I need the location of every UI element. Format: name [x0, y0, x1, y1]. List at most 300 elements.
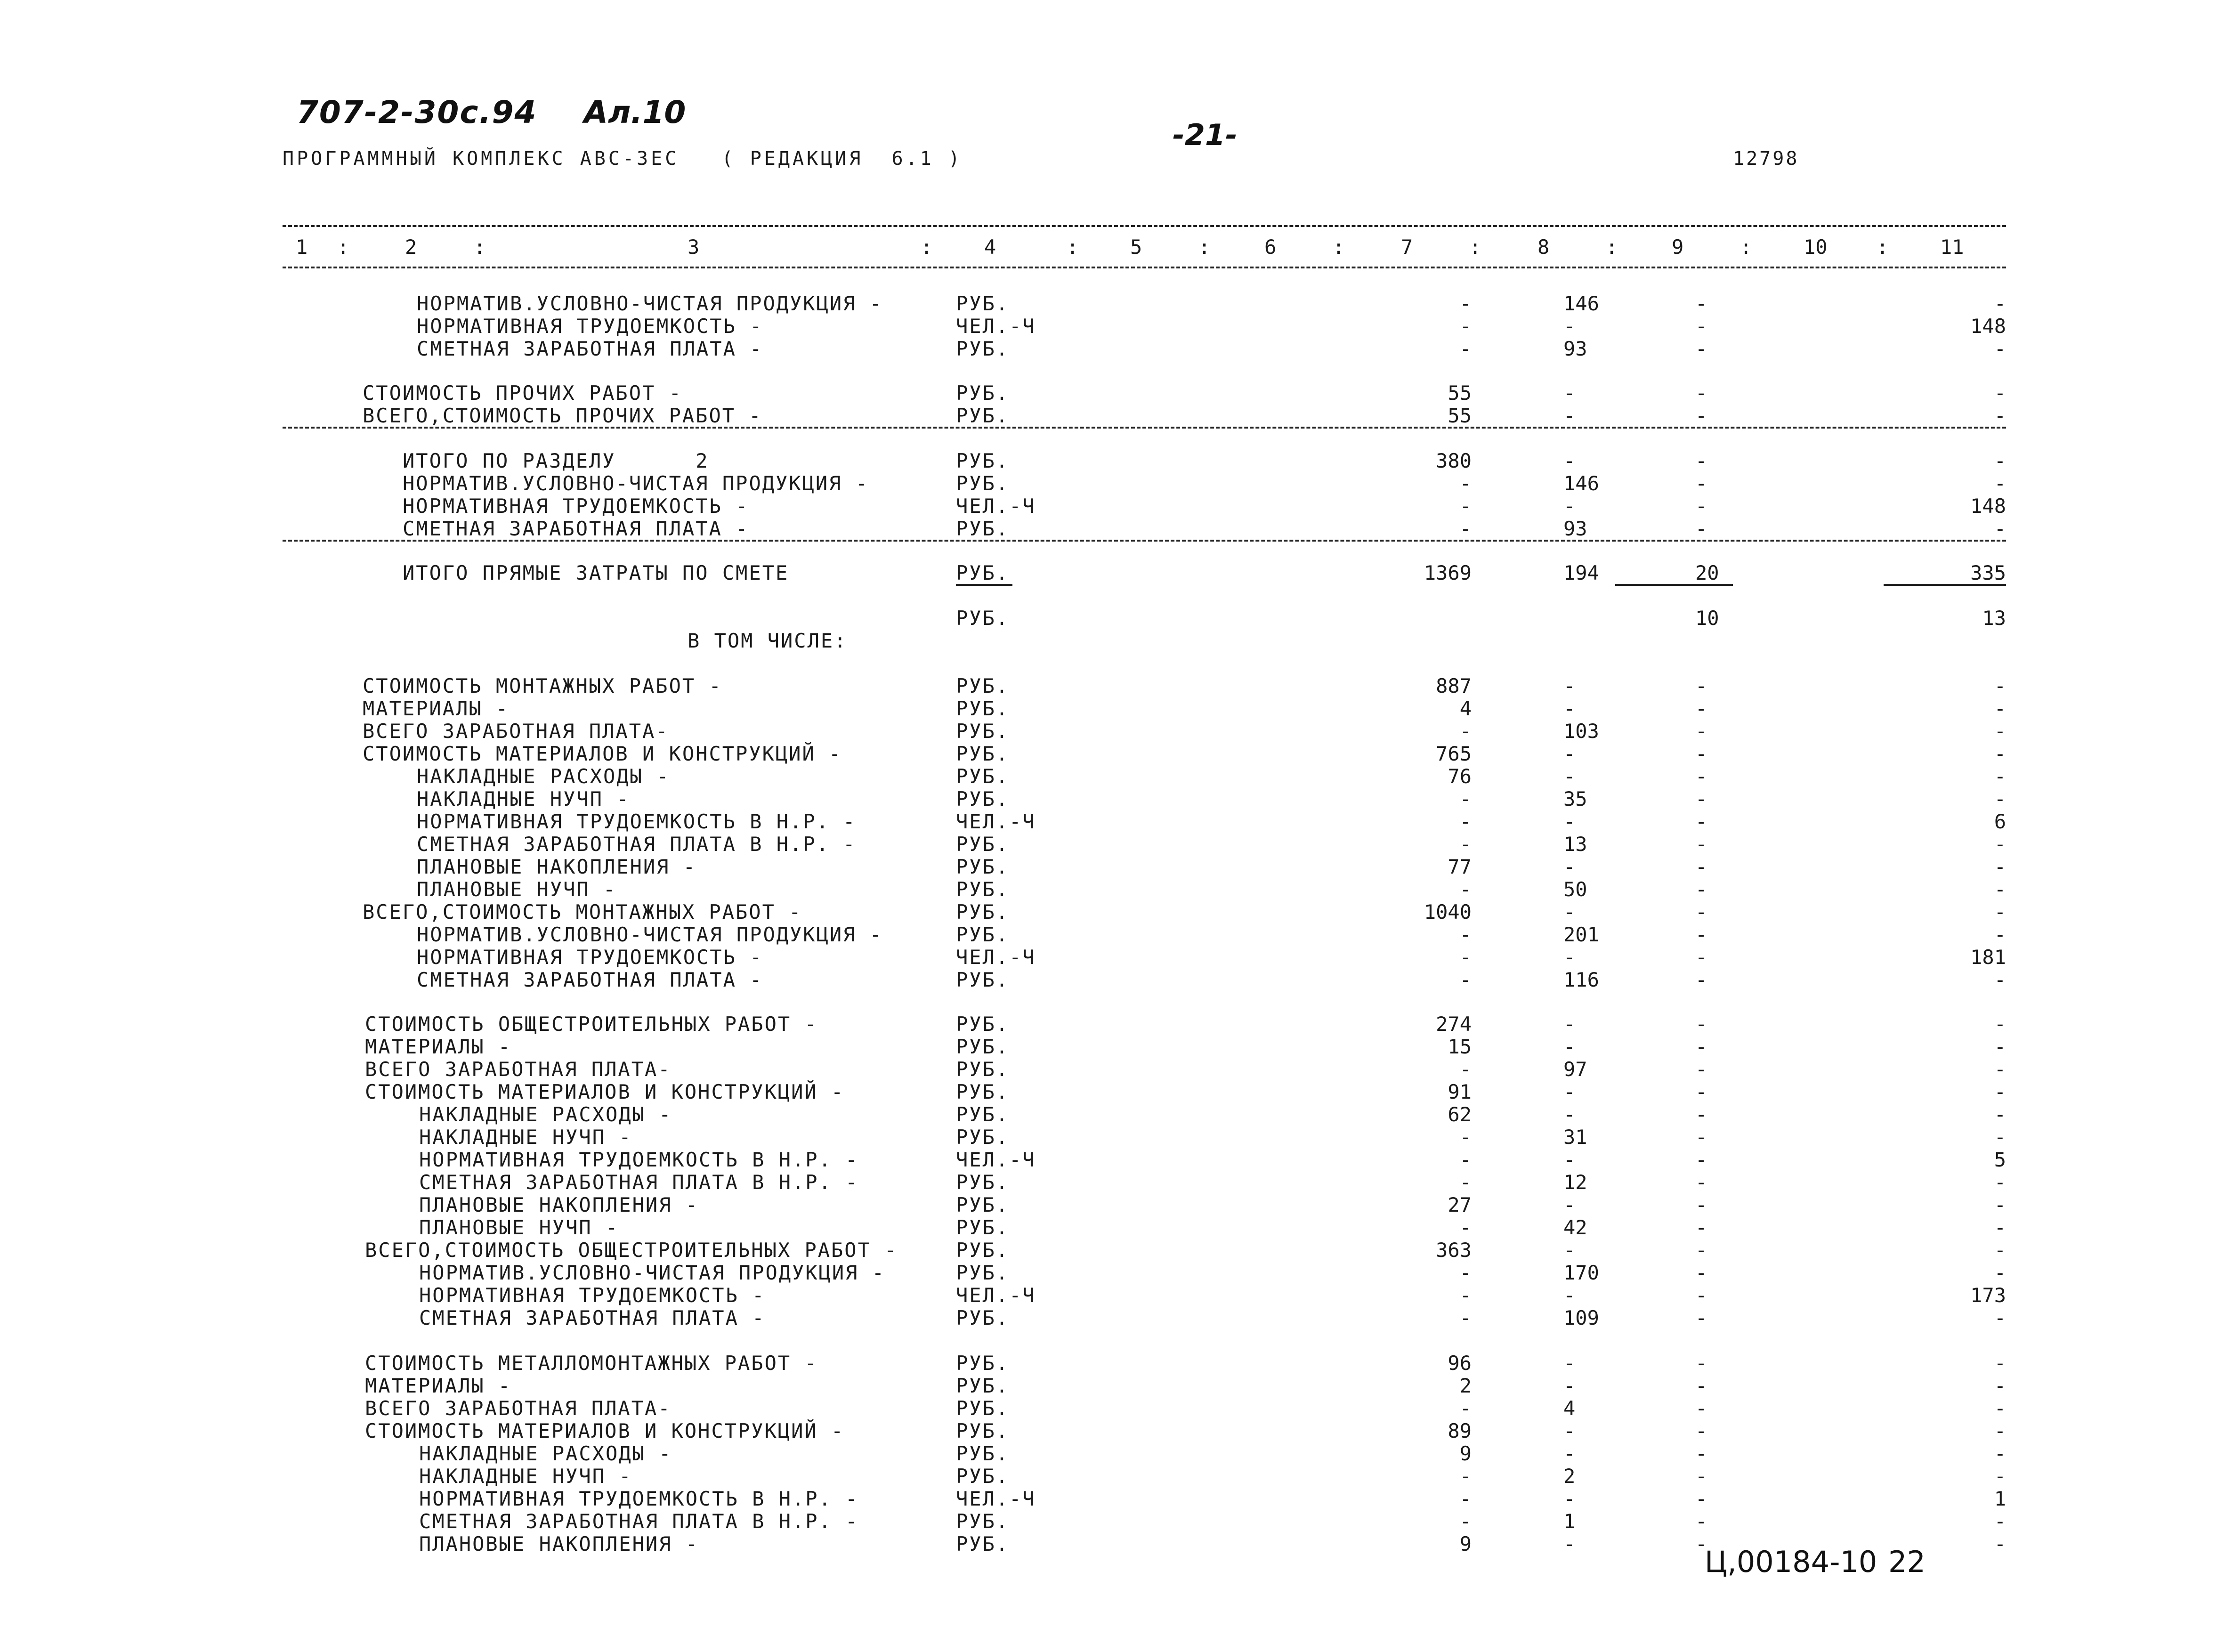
- cell-col-11: -: [1994, 1239, 2006, 1262]
- cell-col-9: -: [1695, 1442, 1707, 1465]
- row-label: СТОИМОСТЬ МАТЕРИАЛОВ И КОНСТРУКЦИЙ -: [365, 1419, 845, 1442]
- column-header: 1: [296, 235, 308, 259]
- cell-col-8: 103: [1563, 720, 1599, 743]
- column-separator: :: [1740, 235, 1752, 259]
- cell-col-8: 13: [1563, 833, 1587, 856]
- row-label: В ТОМ ЧИСЛЕ:: [688, 629, 848, 652]
- cell-col-8: -: [1563, 1487, 1576, 1510]
- row-label: НАКЛАДНЫЕ РАСХОДЫ -: [419, 1103, 672, 1126]
- table-row: [0, 1103, 2225, 1126]
- cell-col-8: -: [1563, 1419, 1576, 1442]
- cell-col-7: 9: [1459, 1442, 1472, 1465]
- cell-col-8: -: [1563, 697, 1576, 720]
- column-separator: :: [1877, 235, 1889, 259]
- cell-col-11: -: [1994, 449, 2006, 472]
- row-label: ПЛАНОВЫЕ НАКОПЛЕНИЯ -: [419, 1193, 699, 1216]
- table-row: [0, 1193, 2225, 1216]
- row-label: НОРМАТИВ.УСЛОВНО-ЧИСТАЯ ПРОДУКЦИЯ -: [403, 472, 869, 495]
- cell-col-11: 335: [1970, 561, 2006, 584]
- row-label: НАКЛАДНЫЕ РАСХОДЫ -: [417, 765, 670, 788]
- row-label: СМЕТНАЯ ЗАРАБОТНАЯ ПЛАТА В Н.Р. -: [419, 1510, 859, 1533]
- cell-col-7: -: [1459, 946, 1472, 969]
- table-row: [0, 900, 2225, 923]
- row-unit: РУБ.: [956, 1374, 1010, 1397]
- cell-col-8: 2: [1563, 1465, 1576, 1488]
- row-label: СМЕТНАЯ ЗАРАБОТНАЯ ПЛАТА В Н.Р. -: [417, 833, 857, 856]
- cell-col-7: -: [1459, 1465, 1472, 1488]
- column-header: 10: [1804, 235, 1828, 259]
- row-unit: РУБ.: [956, 787, 1010, 810]
- row-label: НОРМАТИВНАЯ ТРУДОЕМКОСТЬ В Н.Р. -: [419, 1148, 859, 1171]
- table-row: [0, 1442, 2225, 1465]
- cell-col-11: -: [1994, 900, 2006, 923]
- row-label: СТОИМОСТЬ ПРОЧИХ РАБОТ -: [363, 381, 682, 405]
- row-label: НОРМАТИВ.УСЛОВНО-ЧИСТАЯ ПРОДУКЦИЯ -: [419, 1261, 886, 1284]
- cell-col-8: -: [1563, 900, 1576, 923]
- cell-col-7: -: [1459, 1284, 1472, 1307]
- cell-col-9: -: [1695, 1306, 1707, 1329]
- table-row: [0, 404, 2225, 427]
- cell-col-8: -: [1563, 1239, 1576, 1262]
- row-label: СТОИМОСТЬ МОНТАЖНЫХ РАБОТ -: [363, 674, 722, 697]
- cell-col-9: -: [1695, 900, 1707, 923]
- cell-col-7: -: [1459, 1171, 1472, 1194]
- table-row: [0, 1080, 2225, 1103]
- cell-col-8: -: [1563, 855, 1576, 878]
- cell-col-9: -: [1695, 855, 1707, 878]
- cell-col-8: 93: [1563, 517, 1587, 540]
- cell-col-9: -: [1695, 1216, 1707, 1239]
- row-label: ВСЕГО,СТОИМОСТЬ ПРОЧИХ РАБОТ -: [363, 404, 762, 427]
- table-row: [0, 381, 2225, 404]
- row-label: ВСЕГО ЗАРАБОТНАЯ ПЛАТА-: [363, 720, 669, 743]
- cell-col-8: -: [1563, 1035, 1576, 1058]
- row-label: СМЕТНАЯ ЗАРАБОТНАЯ ПЛАТА -: [419, 1306, 766, 1329]
- row-unit: ЧЕЛ.-Ч: [956, 1148, 1036, 1171]
- cell-col-8: 109: [1563, 1306, 1599, 1329]
- row-unit: РУБ.: [956, 968, 1010, 991]
- cell-col-7: -: [1459, 810, 1472, 833]
- cell-col-11: -: [1994, 1103, 2006, 1126]
- cell-col-11: -: [1994, 765, 2006, 788]
- cell-col-7: -: [1459, 1216, 1472, 1239]
- column-header: 3: [688, 235, 700, 259]
- cell-col-8: 31: [1563, 1126, 1587, 1149]
- cell-col-9: -: [1695, 472, 1707, 495]
- cell-col-8: -: [1563, 674, 1576, 697]
- cell-col-9: -: [1695, 810, 1707, 833]
- cell-col-11: -: [1994, 1080, 2006, 1103]
- cell-col-8: 12: [1563, 1171, 1587, 1194]
- row-label: ПЛАНОВЫЕ НУЧП -: [419, 1216, 619, 1239]
- cell-col-9: -: [1695, 1012, 1707, 1036]
- cell-col-8: -: [1563, 810, 1576, 833]
- cell-col-9: -: [1695, 923, 1707, 946]
- cell-col-11: -: [1994, 381, 2006, 405]
- cell-col-8: -: [1563, 1442, 1576, 1465]
- table-row: [0, 878, 2225, 900]
- table-row: [0, 1419, 2225, 1442]
- row-unit: РУБ.: [956, 1442, 1010, 1465]
- cell-col-11: 1: [1994, 1487, 2006, 1510]
- table-row: [0, 494, 2225, 517]
- cell-col-8: -: [1563, 315, 1576, 338]
- cell-col-11: -: [1994, 674, 2006, 697]
- cell-col-9: -: [1695, 742, 1707, 765]
- cell-col-8: 4: [1563, 1397, 1576, 1420]
- table-row: [0, 1352, 2225, 1374]
- column-separator: :: [1606, 235, 1618, 259]
- row-unit: РУБ.: [956, 923, 1010, 946]
- row-unit: РУБ.: [956, 855, 1010, 878]
- cell-col-7: -: [1459, 720, 1472, 743]
- table-row: [0, 1035, 2225, 1058]
- cell-col-11: 181: [1970, 946, 2006, 969]
- table-row: [0, 561, 2225, 584]
- table-row: [0, 1126, 2225, 1148]
- row-unit: РУБ.: [956, 517, 1010, 540]
- column-separator: :: [1067, 235, 1079, 259]
- cell-col-9: 10: [1695, 607, 1719, 630]
- row-unit: РУБ.: [956, 1397, 1010, 1420]
- cell-col-11: -: [1994, 292, 2006, 315]
- cell-col-9: -: [1695, 381, 1707, 405]
- cell-col-11: -: [1994, 1193, 2006, 1216]
- cell-col-11: -: [1994, 1532, 2006, 1555]
- row-unit: РУБ.: [956, 1171, 1010, 1194]
- row-unit: РУБ.: [956, 765, 1010, 788]
- table-row: [0, 1306, 2225, 1329]
- row-label: МАТЕРИАЛЫ -: [365, 1035, 512, 1058]
- row-unit: РУБ.: [956, 720, 1010, 743]
- cell-col-7: -: [1459, 517, 1472, 540]
- table-row: [0, 946, 2225, 968]
- program-label: ПРОГРАММНЫЙ КОМПЛЕКС АВС-3ЕС ( РЕДАКЦИЯ 6.1 ): [283, 148, 963, 170]
- row-label: ПЛАНОВЫЕ НАКОПЛЕНИЯ -: [419, 1532, 699, 1555]
- row-label: НОРМАТИВНАЯ ТРУДОЕМКОСТЬ -: [419, 1284, 766, 1307]
- cell-col-11: -: [1994, 855, 2006, 878]
- column-header: 7: [1401, 235, 1413, 259]
- document-stamp: 707-2-30c.94: [297, 94, 537, 130]
- row-unit: РУБ.: [956, 1080, 1010, 1103]
- row-unit: РУБ.: [956, 878, 1010, 901]
- cell-col-9: -: [1695, 1080, 1707, 1103]
- column-header: 9: [1672, 235, 1684, 259]
- row-unit: РУБ.: [956, 1216, 1010, 1239]
- cell-col-11: -: [1994, 1374, 2006, 1397]
- table-row: [0, 1216, 2225, 1239]
- cell-col-7: 55: [1448, 404, 1472, 427]
- row-unit: РУБ.: [956, 697, 1010, 720]
- row-unit: РУБ.: [956, 1012, 1010, 1036]
- cell-col-7: -: [1459, 292, 1472, 315]
- cell-col-7: -: [1459, 1261, 1472, 1284]
- row-label: СТОИМОСТЬ МАТЕРИАЛОВ И КОНСТРУКЦИЙ -: [365, 1080, 845, 1103]
- row-label: НОРМАТИВНАЯ ТРУДОЕМКОСТЬ -: [403, 494, 749, 518]
- cell-col-9: -: [1695, 404, 1707, 427]
- cell-col-9: -: [1695, 292, 1707, 315]
- table-row: [0, 787, 2225, 810]
- cell-col-9: -: [1695, 720, 1707, 743]
- table-row: [0, 1171, 2225, 1193]
- row-label: НАКЛАДНЫЕ НУЧП -: [419, 1465, 632, 1488]
- row-unit: ЧЕЛ.-Ч: [956, 810, 1036, 833]
- cell-col-9: -: [1695, 1058, 1707, 1081]
- cell-col-8: -: [1563, 1532, 1576, 1555]
- row-label: ВСЕГО,СТОИМОСТЬ ОБЩЕСТРОИТЕЛЬНЫХ РАБОТ -: [365, 1239, 898, 1262]
- row-label: ПЛАНОВЫЕ НУЧП -: [417, 878, 617, 901]
- table-row: [0, 1012, 2225, 1035]
- cell-col-9: -: [1695, 1103, 1707, 1126]
- cell-col-8: -: [1563, 449, 1576, 472]
- table-row: [0, 1261, 2225, 1284]
- table-row: [0, 607, 2225, 629]
- table-row: [0, 1284, 2225, 1306]
- cell-col-11: -: [1994, 1397, 2006, 1420]
- row-label: НОРМАТИВНАЯ ТРУДОЕМКОСТЬ В Н.Р. -: [417, 810, 857, 833]
- row-unit: РУБ.: [956, 1306, 1010, 1329]
- document-number: 12798: [1733, 148, 1799, 170]
- row-label: СМЕТНАЯ ЗАРАБОТНАЯ ПЛАТА -: [403, 517, 749, 540]
- column-separator: :: [1469, 235, 1481, 259]
- cell-col-11: -: [1994, 1171, 2006, 1194]
- table-row: [0, 517, 2225, 540]
- column-header: 8: [1537, 235, 1550, 259]
- cell-col-9: -: [1695, 1465, 1707, 1488]
- cell-col-7: -: [1459, 1510, 1472, 1533]
- cell-col-9: -: [1695, 968, 1707, 991]
- cell-col-9: -: [1695, 1532, 1707, 1555]
- row-label: НОРМАТИВ.УСЛОВНО-ЧИСТАЯ ПРОДУКЦИЯ -: [417, 292, 883, 315]
- row-unit: РУБ.: [956, 1126, 1010, 1149]
- cell-col-8: 146: [1563, 472, 1599, 495]
- cell-col-8: -: [1563, 381, 1576, 405]
- row-unit: РУБ.: [956, 1465, 1010, 1488]
- cell-col-8: 170: [1563, 1261, 1599, 1284]
- cell-col-9: -: [1695, 1193, 1707, 1216]
- cell-col-9: -: [1695, 1397, 1707, 1420]
- page-number: -21-: [1173, 118, 1238, 152]
- cell-col-7: 62: [1448, 1103, 1472, 1126]
- table-row: [0, 1465, 2225, 1487]
- row-label: НАКЛАДНЫЕ НУЧП -: [417, 787, 630, 810]
- cell-col-11: -: [1994, 697, 2006, 720]
- cell-col-11: 148: [1970, 494, 2006, 518]
- row-unit: РУБ.: [956, 292, 1010, 315]
- table-row: [0, 1239, 2225, 1261]
- cell-col-11: 6: [1994, 810, 2006, 833]
- row-label: НОРМАТИВНАЯ ТРУДОЕМКОСТЬ В Н.Р. -: [419, 1487, 859, 1510]
- cell-col-8: 201: [1563, 923, 1599, 946]
- cell-col-7: -: [1459, 787, 1472, 810]
- archive-code: Ц,00184-10: [1705, 1545, 1877, 1579]
- column-separator: :: [1333, 235, 1345, 259]
- cell-col-8: 116: [1563, 968, 1599, 991]
- cell-col-7: -: [1459, 1148, 1472, 1171]
- cell-col-7: 2: [1459, 1374, 1472, 1397]
- cell-col-8: 1: [1563, 1510, 1576, 1533]
- cell-col-7: -: [1459, 968, 1472, 991]
- row-unit: ЧЕЛ.-Ч: [956, 494, 1036, 518]
- table-row: [0, 855, 2225, 878]
- table-row: [0, 968, 2225, 991]
- row-unit: РУБ.: [956, 607, 1010, 630]
- row-unit: ЧЕЛ.-Ч: [956, 1284, 1036, 1307]
- row-label: ИТОГО ПРЯМЫЕ ЗАТРАТЫ ПО СМЕТЕ: [403, 561, 789, 584]
- table-row: [0, 1058, 2225, 1080]
- cell-col-11: -: [1994, 1126, 2006, 1149]
- cell-col-11: -: [1994, 742, 2006, 765]
- column-header: 11: [1940, 235, 1964, 259]
- cell-col-7: -: [1459, 1306, 1472, 1329]
- cell-col-11: -: [1994, 923, 2006, 946]
- cell-col-7: 380: [1436, 449, 1472, 472]
- row-unit: РУБ.: [956, 1239, 1010, 1262]
- cell-col-8: -: [1563, 1148, 1576, 1171]
- cell-col-8: 50: [1563, 878, 1587, 901]
- cell-col-7: -: [1459, 878, 1472, 901]
- cell-col-11: -: [1994, 1352, 2006, 1375]
- cell-col-9: -: [1695, 1126, 1707, 1149]
- cell-col-9: -: [1695, 1261, 1707, 1284]
- cell-col-9: -: [1695, 833, 1707, 856]
- row-unit: РУБ.: [956, 472, 1010, 495]
- cell-col-8: -: [1563, 1080, 1576, 1103]
- table-row: [0, 1148, 2225, 1171]
- cell-col-7: 765: [1436, 742, 1472, 765]
- row-label: СТОИМОСТЬ МАТЕРИАЛОВ И КОНСТРУКЦИЙ -: [363, 742, 842, 765]
- cell-col-9: -: [1695, 1487, 1707, 1510]
- cell-col-7: 96: [1448, 1352, 1472, 1375]
- table-row: [0, 1374, 2225, 1397]
- column-header: 5: [1130, 235, 1142, 259]
- cell-col-7: -: [1459, 1058, 1472, 1081]
- table-row: [0, 315, 2225, 337]
- table-row: [0, 337, 2225, 360]
- cell-col-11: -: [1994, 1058, 2006, 1081]
- cell-col-8: 194: [1563, 561, 1599, 584]
- cell-col-9: -: [1695, 337, 1707, 360]
- cell-col-11: -: [1994, 1465, 2006, 1488]
- cell-col-11: -: [1994, 968, 2006, 991]
- cell-col-11: -: [1994, 1261, 2006, 1284]
- cell-col-11: 5: [1994, 1148, 2006, 1171]
- cell-col-7: 89: [1448, 1419, 1472, 1442]
- cell-col-7: -: [1459, 1487, 1472, 1510]
- cell-col-9: -: [1695, 697, 1707, 720]
- cell-col-11: 173: [1970, 1284, 2006, 1307]
- cell-col-7: 91: [1448, 1080, 1472, 1103]
- cell-col-7: -: [1459, 337, 1472, 360]
- cell-col-7: -: [1459, 315, 1472, 338]
- cell-col-7: -: [1459, 472, 1472, 495]
- cell-col-9: 20: [1695, 561, 1719, 584]
- row-unit: РУБ.: [956, 1193, 1010, 1216]
- cell-col-11: -: [1994, 1012, 2006, 1036]
- table-row: [0, 697, 2225, 720]
- table-row: [0, 674, 2225, 697]
- cell-col-9: -: [1695, 1239, 1707, 1262]
- cell-col-11: -: [1994, 720, 2006, 743]
- column-separator: :: [1198, 235, 1211, 259]
- cell-col-9: -: [1695, 517, 1707, 540]
- cell-col-11: -: [1994, 472, 2006, 495]
- row-unit: РУБ.: [956, 900, 1010, 923]
- cell-col-11: -: [1994, 833, 2006, 856]
- cell-col-7: -: [1459, 1397, 1472, 1420]
- cell-col-8: 35: [1563, 787, 1587, 810]
- table-row: [0, 765, 2225, 787]
- row-label: СМЕТНАЯ ЗАРАБОТНАЯ ПЛАТА -: [417, 968, 763, 991]
- cell-col-8: -: [1563, 946, 1576, 969]
- row-label: СМЕТНАЯ ЗАРАБОТНАЯ ПЛАТА В Н.Р. -: [419, 1171, 859, 1194]
- row-label: СТОИМОСТЬ МЕТАЛЛОМОНТАЖНЫХ РАБОТ -: [365, 1352, 818, 1375]
- table-row: [0, 810, 2225, 833]
- row-unit: ЧЕЛ.-Ч: [956, 1487, 1036, 1510]
- archive-sheet-number: 22: [1888, 1545, 1926, 1579]
- cell-col-7: 76: [1448, 765, 1472, 788]
- cell-col-11: 148: [1970, 315, 2006, 338]
- row-label: ИТОГО ПО РАЗДЕЛУ 2: [403, 449, 709, 472]
- cell-col-7: 1040: [1424, 900, 1472, 923]
- row-label: МАТЕРИАЛЫ -: [365, 1374, 512, 1397]
- row-label: НАКЛАДНЫЕ НУЧП -: [419, 1126, 632, 1149]
- row-label: СМЕТНАЯ ЗАРАБОТНАЯ ПЛАТА -: [417, 337, 763, 360]
- row-label: НОРМАТИВНАЯ ТРУДОЕМКОСТЬ -: [417, 946, 763, 969]
- cell-col-7: 77: [1448, 855, 1472, 878]
- cell-col-9: -: [1695, 1035, 1707, 1058]
- cell-col-9: -: [1695, 1171, 1707, 1194]
- cell-col-11: -: [1994, 1419, 2006, 1442]
- cell-col-11: -: [1994, 787, 2006, 810]
- cell-col-7: 15: [1448, 1035, 1472, 1058]
- row-label: ВСЕГО ЗАРАБОТНАЯ ПЛАТА-: [365, 1397, 672, 1420]
- cell-col-11: -: [1994, 337, 2006, 360]
- cell-col-7: -: [1459, 833, 1472, 856]
- cell-col-9: -: [1695, 946, 1707, 969]
- cell-col-9: -: [1695, 494, 1707, 518]
- cell-col-8: -: [1563, 494, 1576, 518]
- cell-col-7: 887: [1436, 674, 1472, 697]
- cell-col-11: -: [1994, 878, 2006, 901]
- cell-col-9: -: [1695, 674, 1707, 697]
- row-unit: РУБ.: [956, 561, 1010, 584]
- row-label: НОРМАТИВ.УСЛОВНО-ЧИСТАЯ ПРОДУКЦИЯ -: [417, 923, 883, 946]
- cell-col-7: -: [1459, 1126, 1472, 1149]
- cell-col-9: -: [1695, 1148, 1707, 1171]
- cell-col-8: 93: [1563, 337, 1587, 360]
- row-unit: РУБ.: [956, 1058, 1010, 1081]
- cell-col-7: 1369: [1424, 561, 1472, 584]
- table-row: [0, 720, 2225, 742]
- row-unit: ЧЕЛ.-Ч: [956, 946, 1036, 969]
- column-header: 4: [984, 235, 996, 259]
- row-unit: РУБ.: [956, 1261, 1010, 1284]
- cell-col-11: -: [1994, 1035, 2006, 1058]
- cell-col-7: -: [1459, 494, 1472, 518]
- column-header: 6: [1264, 235, 1277, 259]
- cell-col-9: -: [1695, 449, 1707, 472]
- cell-col-8: -: [1563, 742, 1576, 765]
- cell-col-7: 9: [1459, 1532, 1472, 1555]
- cell-col-11: -: [1994, 1510, 2006, 1533]
- cell-col-9: -: [1695, 1352, 1707, 1375]
- row-unit: РУБ.: [956, 674, 1010, 697]
- cell-col-8: -: [1563, 1284, 1576, 1307]
- row-unit: ЧЕЛ.-Ч: [956, 315, 1036, 338]
- row-unit: РУБ.: [956, 1103, 1010, 1126]
- cell-col-9: -: [1695, 878, 1707, 901]
